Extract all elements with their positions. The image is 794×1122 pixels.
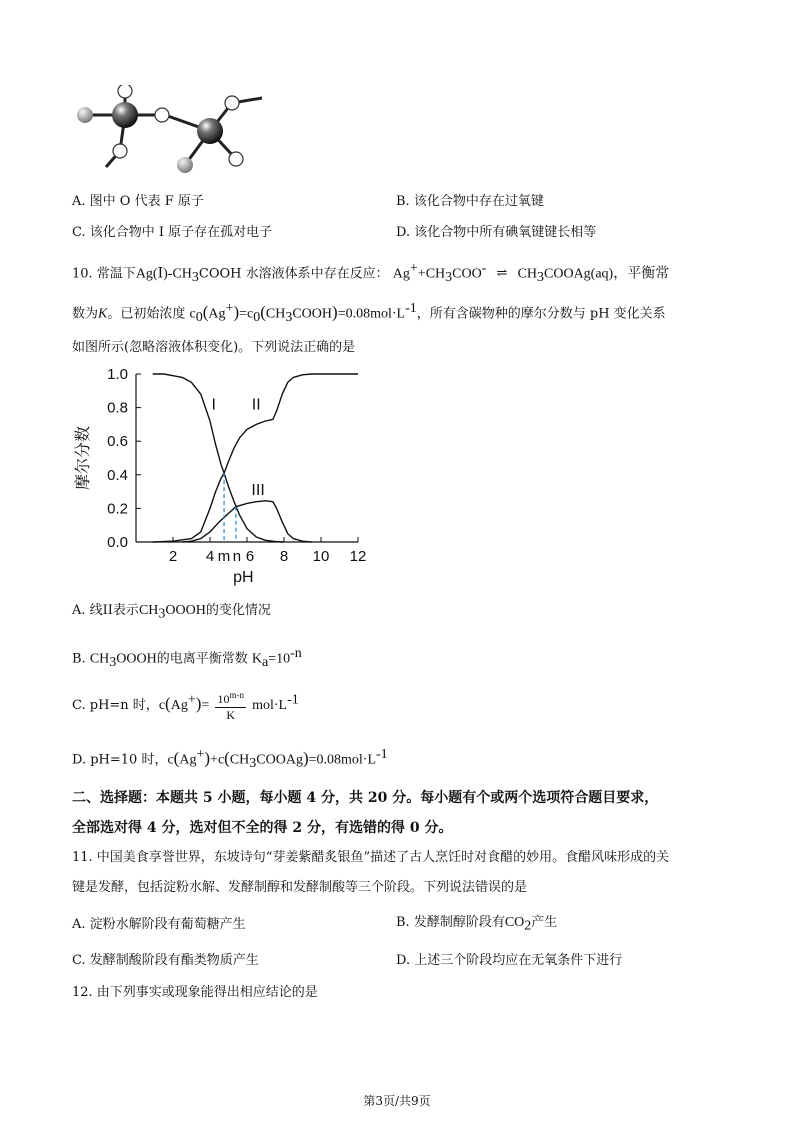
x-tick-label: 10 <box>312 548 330 565</box>
q10-option-c: C. pH=n 时，c(Ag+)= $\frac{10^{m-n}}{K}$ $mol\cdot L^{-1}$ <box>72 690 299 722</box>
q10-stem-line3: 如图所示(忽略溶液体积变化)。下列说法正确的是 <box>72 340 356 355</box>
q12-stem: 12. 由下列事实或现象能得出相应结论的是 <box>72 985 318 1000</box>
x-tick-label: 2 <box>168 548 178 565</box>
y-tick-label: 0.2 <box>107 500 128 518</box>
q10-stem-line2: 数为K。已初始浓度 $c_0(Ag^+)=c_0(CH_3COOH)=0.08mol\cdot L^{-1}$，所有含碳物种的摩尔分数与 pH 变化关系 <box>72 301 666 325</box>
q11-stem-line2: 键是发酵，包括淀粉水解、发酵制醇和发酵制酸等三个阶段。下列说法错误的是 <box>72 880 528 895</box>
q10-stem-line1: 10. 常温下$Ag(Ⅰ)-CH_3COOH$ 水溶液体系中存在反应： $Ag^++CH_3COO^-$ ⇌ $CH_3COOAg(aq)$，平衡常 <box>72 261 670 285</box>
q11-option-a: A. 淀粉水解阶段有葡萄糖产生 <box>72 917 246 932</box>
q9-option-a: A. 图中 O 代表 F 原子 <box>72 194 204 209</box>
y-tick-label: 0.0 <box>107 534 128 551</box>
section2-heading-line1: 二、选择题：本题共 5 小题，每小题 4 分，共 20 分。每小题有个或两个选项符合题目要求， <box>72 790 659 806</box>
q11-stem-line1: 11. 中国美食享誉世界，东坡诗句“芽姜紫醋炙银鱼”描述了古人烹饪时对食醋的妙用。食醋风味形成的关 <box>72 850 670 865</box>
q10-option-a: A. 线II表示$CH_3OOOH$的变化情况 <box>72 603 271 622</box>
x-tick-label: 4 <box>205 548 215 565</box>
fraction: $\frac{10^{m-n}}{K}$ <box>217 690 244 722</box>
q10-option-b: B. $CH_3OOOH$的电离平衡常数 $K_a=10^{-n}$ <box>72 646 302 670</box>
x-tick-label: 12 <box>349 548 367 565</box>
y-axis-label: 摩尔分数 <box>75 425 92 491</box>
molecule-figure <box>70 85 270 175</box>
y-tick-label: 0.4 <box>107 466 128 484</box>
page-footer: 第3页/共9页 <box>363 1094 431 1108</box>
x-special-label-n: n <box>232 548 242 565</box>
curve-label-I: I <box>211 396 216 414</box>
q10-option-d: D. pH=10 时，$c(Ag^+)+c(CH_3COOAg)=0.08mol\cdot L^{-1}$ <box>72 747 388 771</box>
y-tick-label: 0.6 <box>107 433 128 451</box>
y-tick-label: 0.8 <box>107 399 128 417</box>
x-axis-label: pH <box>233 569 254 586</box>
molecule-ball-stick-icon <box>77 85 262 173</box>
curve-label-III: III <box>251 481 265 499</box>
curve-I <box>153 374 284 542</box>
curve-label-II: II <box>251 396 261 414</box>
x-tick-label: 6 <box>245 548 255 565</box>
q11-option-b: B. 发酵制醇阶段有$CO_2$产生 <box>396 915 558 934</box>
q9-option-b: B. 该化合物中存在过氧键 <box>396 194 544 209</box>
q11-option-c: C. 发酵制酸阶段有酯类物质产生 <box>72 953 259 968</box>
curve-III <box>182 501 311 542</box>
q9-option-d: D. 该化合物中所有碘氧键键长相等 <box>396 225 597 240</box>
y-tick-label: 1.0 <box>107 366 128 383</box>
molar-fraction-chart <box>70 362 370 590</box>
q9-option-c: C. 该化合物中 I 原子存在孤对电子 <box>72 225 273 240</box>
x-tick-label: 8 <box>279 548 289 565</box>
q11-option-d: D. 上述三个阶段均应在无氧条件下进行 <box>396 953 623 968</box>
section2-heading-line2: 全部选对得 4 分，选对但不全的得 2 分，有选错的得 0 分。 <box>72 820 453 836</box>
x-special-label-m: m <box>217 548 231 565</box>
